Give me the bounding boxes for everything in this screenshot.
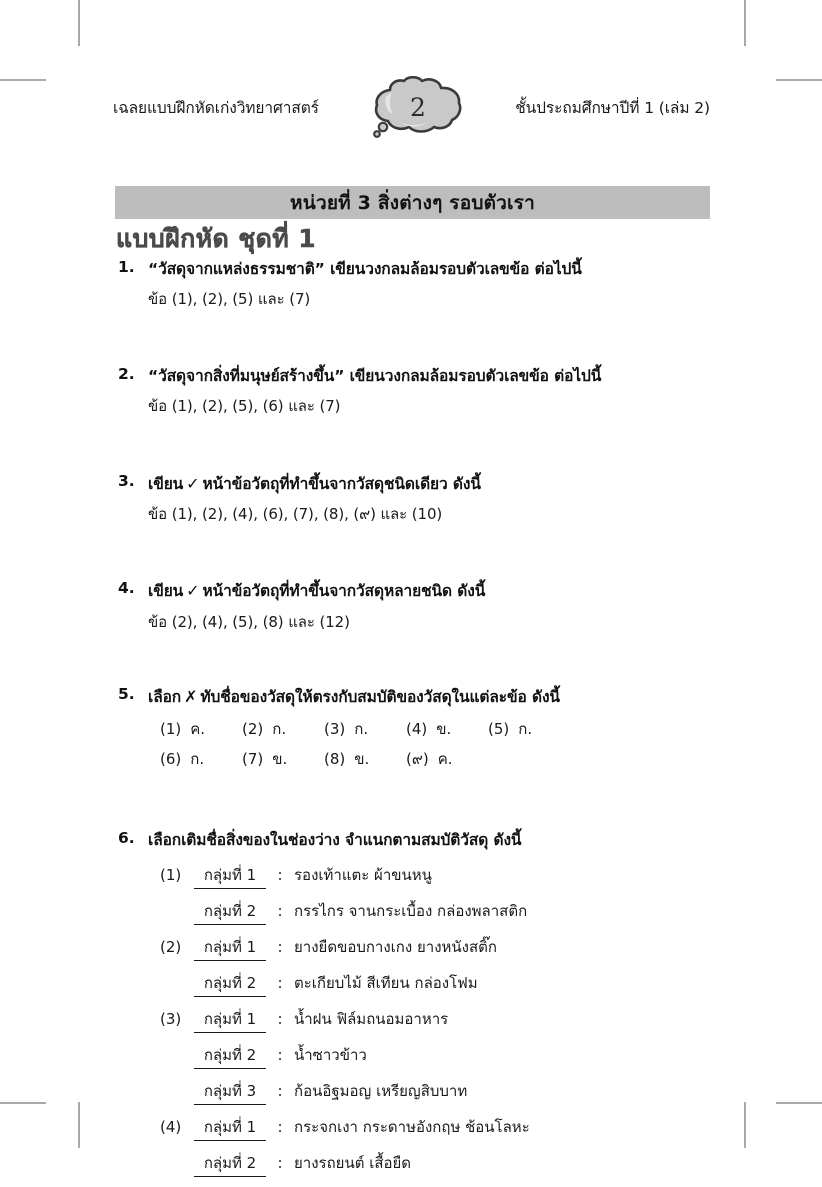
answer-cell [488,717,570,741]
question-item-3 [0,472,822,526]
group-label: กลุ่มที่ 3 [194,1079,266,1105]
group-value: ตะเกียบไม้ สีเทียน กล่องโฟม [294,973,478,992]
cross-mark-icon: ✗ [184,687,198,706]
question-prompt-after: หน้าข้อวัตถุที่ทำขึ้นจากวัสดุหลายชนิด ดังนี้ [202,582,486,601]
cloud-badge [356,76,474,138]
answer-choice: ข. [272,750,288,769]
group-row [160,1043,822,1069]
question-item-2 [0,365,822,418]
group-value: น้ำฝน ฟิล์มถนอมอาหาร [294,1009,449,1028]
answer-choice: ข. [354,750,370,769]
group-colon: : [277,1009,283,1028]
question-item-4 [0,579,822,633]
question-answer: ข้อ (2), (4), (5), (8) และ (12) [148,612,350,631]
header-right-title: ชั้นประถมศึกษาปีที่ 1 (เล่ม 2) [515,99,710,117]
answer-choice: ก. [272,720,287,739]
group-index: (2) [160,937,182,956]
exercise-set-heading: แบบฝึกหัด ชุดที่ 1 [116,224,317,253]
question-prompt [148,472,822,496]
answer-index: (1) [160,720,182,739]
question-prompt-after: หน้าข้อวัตถุที่ทำขึ้นจากวัสดุชนิดเดียว ดังนี้ [202,474,481,493]
answer-choice: ก. [354,720,369,739]
question-prompt: “วัสดุจากแหล่งธรรมชาติ” เขียนวงกลมล้อมรอบตัวเลขข้อ ต่อไปนี้ [148,260,582,278]
question-item-5 [0,685,822,771]
group-row [160,863,822,889]
group-list [160,863,822,1177]
question-answer: ข้อ (1), (2), (5), (6) และ (7) [148,397,341,415]
group-row [160,1079,822,1105]
question-prompt [148,685,822,709]
question-number: 4. [118,579,135,598]
group-colon: : [277,901,283,920]
group-value: รองเท้าแตะ ผ้าขนหนู [294,865,432,884]
answer-index: (3) [324,720,346,739]
answer-grid-row [160,747,822,771]
unit-banner-text: หน่วยที่ 3 สิ่งต่างๆ รอบตัวเรา [290,191,535,214]
group-label: กลุ่มที่ 2 [194,1043,266,1069]
answer-grid [160,717,822,771]
group-index: (1) [160,865,182,884]
question-number: 1. [118,258,135,276]
question-prompt-before: เลือก [148,688,182,706]
answer-index: (2) [242,720,264,739]
question-prompt [148,579,822,603]
group-label: กลุ่มที่ 2 [194,971,266,997]
group-value: ยางรถยนต์ เสื้อยืด [294,1153,412,1172]
question-prompt-before: เขียน [148,582,184,601]
answer-cell [406,717,488,741]
group-value: กระจกเงา กระดาษอังกฤษ ช้อนโลหะ [294,1117,530,1136]
answer-cell [406,747,488,771]
answer-choice: ก. [518,720,533,739]
checkmark-icon: ✓ [186,473,200,493]
group-value: ก้อนอิฐมอญ เหรียญสิบบาท [294,1081,468,1100]
answer-cell [242,747,324,771]
question-prompt: เลือกเติมชื่อสิ่งของในช่องว่าง จำแนกตามสมบัติวัสดุ ดังนี้ [148,831,522,850]
spacer [0,633,822,685]
group-value: น้ำซาวข้าว [294,1045,367,1064]
answer-index: (๙) [406,750,429,769]
answer-choice: ค. [437,750,453,769]
group-label: กลุ่มที่ 1 [194,1007,266,1033]
answer-grid-row [160,717,822,741]
answer-choice: ก. [190,750,205,769]
answer-choice: ข. [436,720,452,739]
group-label: กลุ่มที่ 2 [194,1151,266,1177]
group-colon: : [277,865,283,884]
spacer [0,311,822,365]
question-prompt-before: เขียน [148,474,184,493]
answer-index: (8) [324,750,346,769]
checkmark-icon: ✓ [186,581,200,601]
group-row [160,971,822,997]
answer-index: (7) [242,750,264,769]
group-label: กลุ่มที่ 1 [194,1115,266,1141]
question-item-1 [0,258,822,311]
answer-cell [160,747,242,771]
question-number: 5. [118,685,135,703]
group-colon: : [277,1153,283,1172]
spacer [0,525,822,579]
answer-cell [324,747,406,771]
cloud-badge-number: 2 [410,93,426,122]
header-left-title: เฉลยแบบฝึกหัดเก่งวิทยาศาสตร์ [113,99,319,117]
group-colon: : [277,937,283,956]
group-value: ยางยืดขอบกางเกง ยางหนังสติ๊ก [294,937,497,956]
question-answer: ข้อ (1), (2), (4), (6), (7), (8), (๙) และ (10) [148,504,443,523]
running-header [113,88,710,140]
group-label: กลุ่มที่ 2 [194,899,266,925]
spacer [0,418,822,472]
answer-cell [160,717,242,741]
group-colon: : [277,973,283,992]
group-index: (4) [160,1117,182,1136]
group-index: (3) [160,1009,182,1028]
group-row [160,1151,822,1177]
group-row [160,899,822,925]
question-number: 2. [118,364,135,383]
answer-choice: ค. [190,720,206,739]
answer-index: (5) [488,720,510,739]
question-prompt-after: ทับชื่อของวัสดุให้ตรงกับสมบัติของวัสดุในแต่ละข้อ ดังนี้ [200,688,560,706]
spacer [0,777,822,829]
group-colon: : [277,1045,283,1064]
answer-index: (6) [160,750,182,769]
answer-cell [324,717,406,741]
group-colon: : [277,1081,283,1100]
answer-index: (4) [406,720,428,739]
question-item-6 [0,829,822,1176]
unit-banner [115,186,710,219]
group-label: กลุ่มที่ 1 [194,863,266,889]
question-prompt: “วัสดุจากสิ่งที่มนุษย์สร้างขึ้น” เขียนวงกลมล้อมรอบตัวเลขข้อ ต่อไปนี้ [148,366,602,385]
question-list [0,258,822,1187]
question-answer: ข้อ (1), (2), (5) และ (7) [148,290,311,309]
group-row [160,1115,822,1141]
group-row [160,935,822,961]
answer-cell [242,717,324,741]
group-row [160,1007,822,1033]
group-value: กรรไกร จานกระเบื้อง กล่องพลาสติก [294,901,528,920]
group-colon: : [277,1117,283,1136]
group-label: กลุ่มที่ 1 [194,935,266,961]
question-number: 6. [118,829,135,848]
question-number: 3. [118,471,135,490]
